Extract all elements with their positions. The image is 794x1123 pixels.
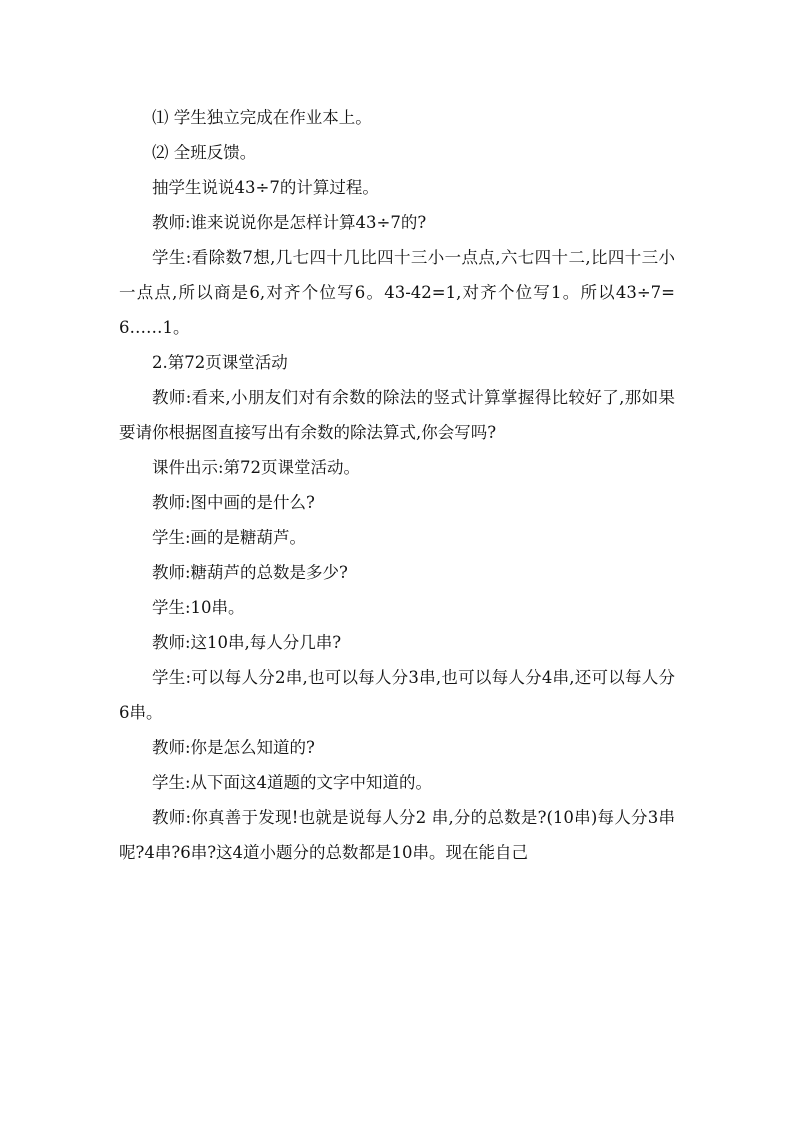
paragraph-step-2: ⑵ 全班反馈。 xyxy=(152,143,257,162)
paragraph-step-1: ⑴ 学生独立完成在作业本上。 xyxy=(152,108,372,127)
paragraph-student: 学生:10串。 xyxy=(152,598,245,617)
paragraph-student: 学生:画的是糖葫芦。 xyxy=(152,528,307,547)
section-heading: 2.第72页课堂活动 xyxy=(152,353,288,372)
paragraph-teacher: 教师:你是怎么知道的? xyxy=(152,738,315,757)
paragraph-teacher: 教师:看来,小朋友们对有余数的除法的竖式计算掌握得比较好了,那如果要请你根据图直接写出有余数的除法算式,你会写吗? xyxy=(119,388,675,442)
paragraph: 抽学生说说43÷7的计算过程。 xyxy=(152,178,379,197)
paragraph-student: 学生:可以每人分2串,也可以每人分3串,也可以每人分4串,还可以每人分6串。 xyxy=(119,668,675,722)
document-body xyxy=(119,100,675,870)
paragraph-student: 学生:看除数7想,几七四十几比四十三小一点点,六七四十二,比四十三小一点点,所以商是6,对齐个位写6。43-42=1,对齐个位写1。所以43÷7=6……1。 xyxy=(119,248,675,337)
paragraph-teacher: 教师:你真善于发现!也就是说每人分2 串,分的总数是?(10串)每人分3串呢?4串?6串?这4道小题分的总数都是10串。现在能自己 xyxy=(119,808,675,862)
paragraph-teacher: 教师:这10串,每人分几串? xyxy=(152,633,342,652)
paragraph-teacher: 教师:图中画的是什么? xyxy=(152,493,315,512)
paragraph: 课件出示:第72页课堂活动。 xyxy=(152,458,361,477)
paragraph-student: 学生:从下面这4道题的文字中知道的。 xyxy=(152,773,433,792)
paragraph-teacher: 教师:谁来说说你是怎样计算43÷7的? xyxy=(152,213,427,232)
paragraph-teacher: 教师:糖葫芦的总数是多少? xyxy=(152,563,348,582)
